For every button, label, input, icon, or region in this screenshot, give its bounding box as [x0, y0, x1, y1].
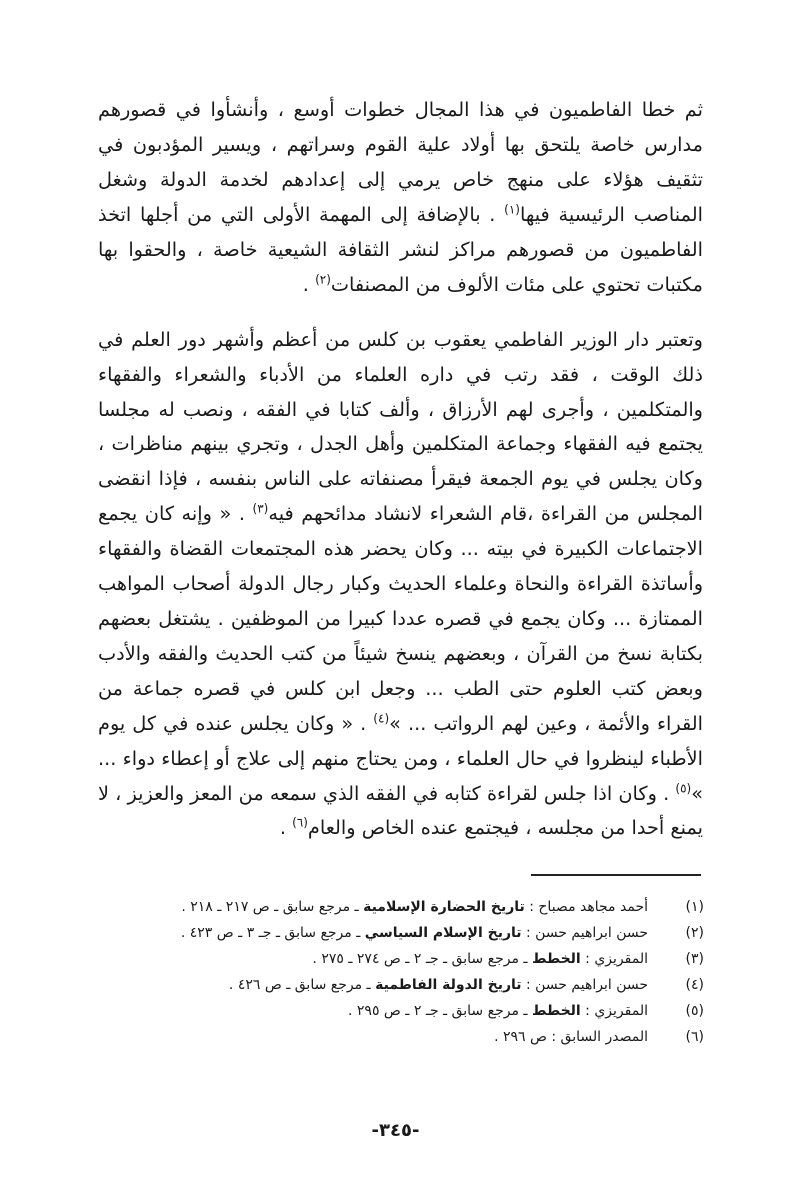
- footnote-source-title: تاريخ الإسلام السياسي: [364, 925, 522, 941]
- footnote-number: (١): [685, 899, 704, 915]
- footnote-reference: (٣): [252, 501, 269, 516]
- footnote-item: [96, 1000, 704, 1023]
- footnote-source-title: الخطط: [531, 1003, 581, 1019]
- footnote-text: [96, 948, 648, 971]
- footnote-text-run: ـ مرجع سابق ـ ص ٤٢٦ .: [228, 977, 376, 993]
- text-run: .: [302, 272, 316, 296]
- footnote-number: (٣): [685, 951, 704, 967]
- footnote-item: [96, 974, 704, 997]
- page-number: -٣٤٥-: [371, 1120, 420, 1141]
- main-text: [98, 93, 703, 846]
- footnote-reference: (١): [504, 202, 520, 217]
- footnote-reference: (٢): [315, 272, 331, 287]
- footnote-item: [96, 1026, 704, 1049]
- paragraph-2: [98, 323, 703, 847]
- footnotes-list: [96, 896, 704, 1052]
- footnote-reference: (٦): [292, 816, 308, 830]
- footnote-text: [96, 974, 648, 997]
- text-run: . « وكان يجلس عنده في كل يوم الأطباء لينظروا في حال العلماء ، ومن يحتاج منهم إلى علاج أو إعطاء دواء ... »: [98, 711, 703, 805]
- footnote-item: [96, 896, 704, 919]
- footnote-separator: [531, 874, 701, 876]
- footnote-item: [96, 922, 704, 945]
- footnote-item: [96, 948, 704, 971]
- footnote-text-run: ـ مرجع سابق ـ جـ ٢ ـ ص ٢٩٥ .: [348, 1003, 532, 1019]
- text-run: وتعتبر دار الوزير الفاطمي يعقوب بن كلس من أعظم وأشهر دور العلم في ذلك الوقت ، فقد رتب في داره العلماء من الأدباء والشعراء والفقهاء والمتكلمين ، وأجرى لهم الأرزاق ، وألف كتابا في الفقه ، ونصب له مجلسا يجتمع فيه الفقهاء وجماعة المتكلمين وأهل الجدل ، وتجري بينهم مناظرات ، وكان يجلس في يوم الجمعة فيقرأ مصنفاته على الناس بنفسه ، فإذا انقضى المجلس من القراءة ،قام الشعراء لانشاد مدائحهم فيه: [98, 327, 703, 526]
- footnote-text-run: أحمد مجاهد مصباح :: [524, 899, 648, 915]
- footnote-source-title: تاريخ الدولة الفاطمية: [375, 977, 522, 993]
- footnote-number: (٥): [685, 1003, 704, 1019]
- footnote-number: (٤): [685, 977, 704, 993]
- footnote-text: [96, 922, 648, 945]
- footnote-text-run: المقريزي :: [580, 1003, 648, 1019]
- footnote-text-run: ـ مرجع سابق ـ جـ ٣ ـ ص ٤٢٣ .: [180, 925, 365, 941]
- footnote-text-run: ـ مرجع سابق ـ ص ٢١٧ ـ ٢١٨ .: [181, 899, 364, 915]
- footnote-source-title: تاريخ الحضارة الإسلامية: [363, 899, 525, 915]
- footnote-text-run: حسن ابراهيم حسن :: [521, 977, 648, 993]
- footnote-text-run: ـ مرجع سابق ـ جـ ٢ ـ ص ٢٧٤ ـ ٢٧٥ .: [312, 951, 532, 967]
- footnote-text-run: حسن ابراهيم حسن :: [521, 925, 648, 941]
- footnote-text: [96, 1026, 648, 1049]
- footnote-text-run: المصدر السابق : ص ٢٩٦ .: [494, 1029, 648, 1045]
- footnote-text: [96, 1000, 648, 1023]
- footnote-number: (٦): [685, 1029, 704, 1045]
- text-run: . « وإنه كان يجمع الاجتماعات الكبيرة في بيته ... وكان يحضر هذه المجتمعات القضاة والفقهاء وأساتذة القراءة والنحاة وعلماء الحديث وكبار رجال الدولة أصحاب المواهب الممتازة ... وكان يجمع في قصره عددا كبيرا من الموظفين . يشتغل بعضهم بكتابة نسخ من القرآن ، وبعضهم ينسخ شيئاً من كتب الحديث والفقه والأدب وبعض كتب العلوم حتى الطب ... وجعل ابن كلس في قصره جماعة من القراء والأئمة ، وعين لهم الرواتب ... »: [98, 502, 703, 735]
- footnote-text: [96, 896, 648, 919]
- footnote-reference: (٥): [675, 781, 692, 796]
- footnote-reference: (٤): [373, 711, 390, 726]
- paragraph-1: [98, 93, 703, 302]
- footnote-source-title: الخطط: [531, 951, 581, 967]
- text-run: . بالإضافة إلى المهمة الأولى التي من أجلها اتخذ الفاطميون من قصورهم مراكز لنشر الثقافة الشيعية خاصة ، والحقوا بها مكتبات تحتوي على مئات الألوف من المصنفات: [98, 203, 703, 296]
- text-run: . وكان اذا جلس لقراءة كتابه في الفقه الذي سمعه من المعز والعزيز ، لا يمنع أحدا من مجلسه ، فيجتمع عنده الخاص والعام: [98, 781, 703, 840]
- footnote-number: (٢): [685, 925, 704, 941]
- text-run: ثم خطا الفاطميون في هذا المجال خطوات أوسع ، وأنشأوا في قصورهم مدارس خاصة يلتحق بها أولاد علية القوم وسراتهم ، ويسير المؤدبون في تثقيف هؤلاء على منهج خاص يرمي إلى إعدادهم لخدمة الدولة وشغل المناصب الرئيسية فيها: [98, 98, 703, 227]
- text-run: .: [279, 816, 293, 840]
- footnote-text-run: المقريزي :: [580, 951, 648, 967]
